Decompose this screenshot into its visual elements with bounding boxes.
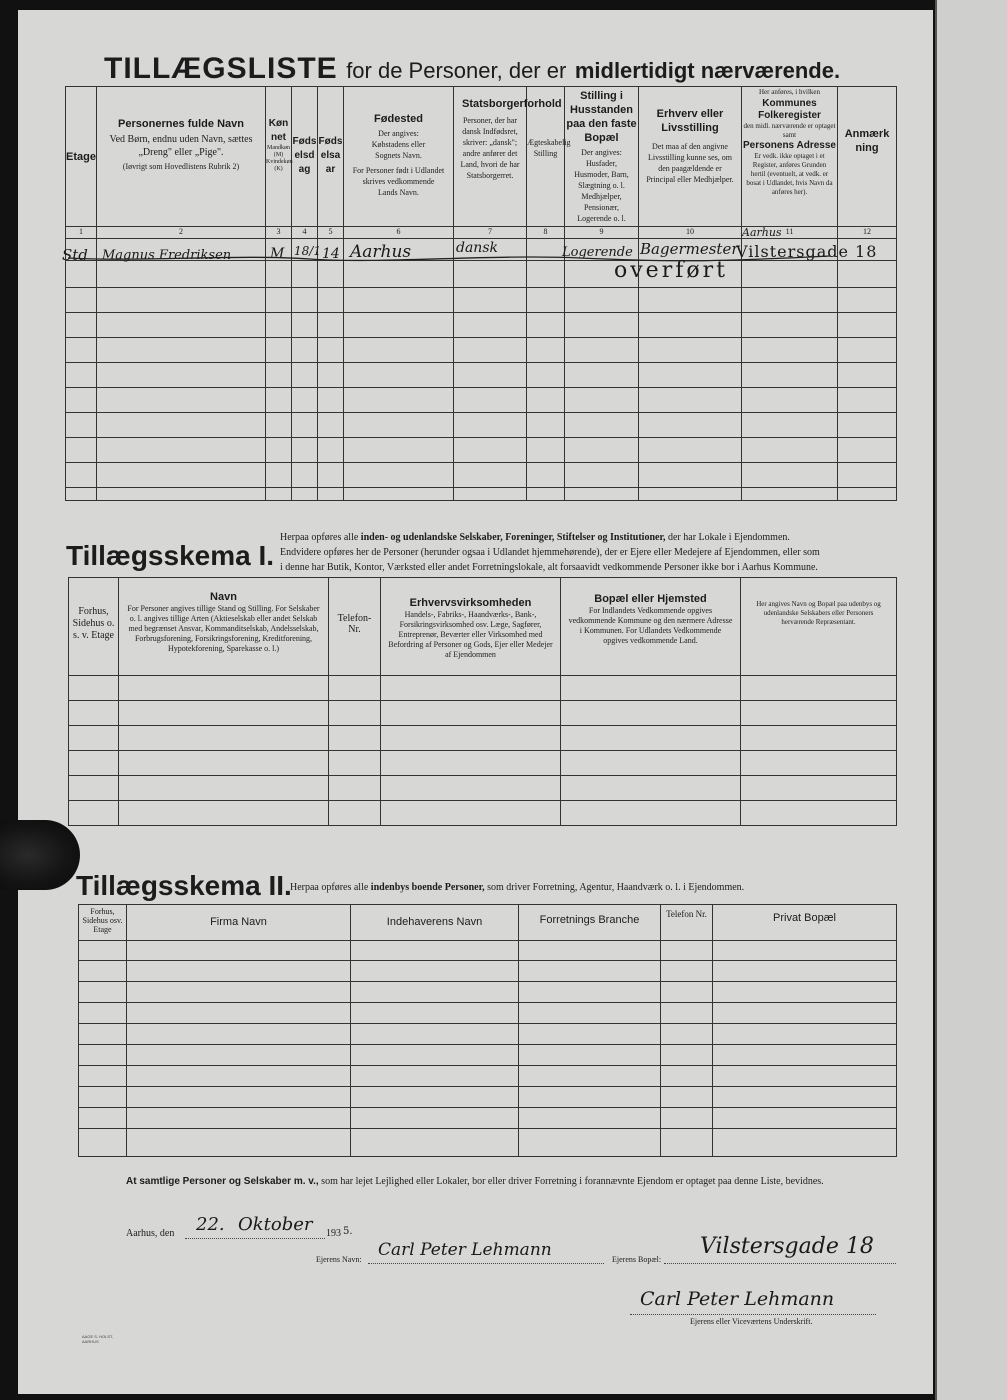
entry-occupation: Bagermester xyxy=(640,240,739,258)
col-num-2: 2 xyxy=(97,227,266,239)
col-num-11: 11 xyxy=(742,227,838,239)
skema1-row-rule xyxy=(68,750,896,751)
skema2-header-private-address: Privat Bopæl xyxy=(713,905,897,941)
signature-caption: Ejerens eller Viceværtens Underskrift. xyxy=(690,1317,813,1326)
attest-text: At samtlige Personer og Selskaber m. v., som har lejet Lejlighed eller Lokaler, bor eller driver Forretning i forannævnte Ejendom er optaget paa denne Liste, bevidnes. xyxy=(126,1176,824,1187)
row-rule xyxy=(65,337,896,338)
year-prefix: 193 xyxy=(326,1228,341,1239)
row-rule xyxy=(65,487,896,488)
entry-sex: M xyxy=(270,246,285,262)
entry-birthyear: 14 xyxy=(322,246,340,262)
skema1-description: Herpaa opføres alle inden- og udenlandske Selskaber, Foreninger, Stiftelser og Institutioner, der har Lokale i Ejendommen. Endvidere opføres her de Personer (herunder ogsaa i Udlandet hjemmehørende), der er Ejere eller Medejere af Ejendommen, eller som i denne har Butik, Kontor, Værksted eller andet Forretningslokale, alt forsaavidt vedkommende Personer ikke bor i Aarhus Kommune. xyxy=(280,532,820,573)
header-register: Her anføres, i hvilken Kommunes Folkeregister den midl. nærværende er optaget samt Personens Adresse Er vedk. ikke optaget i et Register, anføres Grunden hertil (eventuelt, at vedk. er bosat i Udlandet, hvis Navn da anføres her). xyxy=(742,87,838,227)
printer-mark: AAGE S. HOLST, AARHUS xyxy=(82,1334,114,1344)
skema1-row-rule xyxy=(68,775,896,776)
skema1-table xyxy=(68,577,897,826)
entry-citizenship: dansk xyxy=(456,240,498,256)
date-line xyxy=(185,1238,325,1239)
skema2-body-col xyxy=(127,941,351,1157)
skema2-body-col xyxy=(519,941,661,1157)
header-remark: Anmærkning xyxy=(838,87,897,227)
col-num-9: 9 xyxy=(565,227,639,239)
skema1-row-rule xyxy=(68,725,896,726)
owner-name-line xyxy=(368,1263,604,1264)
header-birthplace: Fødested Der angives: Købstadens eller Sognets Navn. For Personer født i Udlandet skrives vedkommende Lands Navn. xyxy=(344,87,454,227)
skema2-title: Tillægsskema II. xyxy=(76,870,292,901)
header-sex: Kønnet Mandkøn (M) Kvindekøn (K) xyxy=(266,87,292,227)
skema1-header-etage: Forhus, Sidehus o. s. v. Etage xyxy=(69,578,119,676)
header-occupation: Erhverv eller Livsstilling Det maa af den angivne Livsstilling kunne ses, om den paagældende er Principal eller Medhjælper. xyxy=(639,87,742,227)
header-household: Stilling i Husstanden paa den faste Bopæl Der angives: Husfader, Husmoder, Barn, Slægtning o. l. Medhjælper, Pensionær, Logerende o. l. xyxy=(565,87,639,227)
header-citizenship: Statsborgerforhold Personer, der har dansk Indfødsret, skriver: „dansk"; andre anfører det Land, hvori de har Statsborgerret. xyxy=(454,87,527,227)
main-table xyxy=(65,86,897,501)
skema2-body-col xyxy=(713,941,897,1157)
entry-underline-stroke xyxy=(60,240,840,270)
entry-name: Magnus Fredriksen xyxy=(102,248,232,263)
owner-address: Vilstersgade 18 xyxy=(700,1234,874,1259)
skema2-header-branch: Forretnings Branche xyxy=(519,905,661,941)
row-rule xyxy=(65,437,896,438)
col-num-6: 6 xyxy=(344,227,454,239)
col-num-3: 3 xyxy=(266,227,292,239)
col-num-1: 1 xyxy=(66,227,97,239)
header-marital: Ægteskabelig Stilling xyxy=(527,87,565,227)
skema1-row-rule xyxy=(68,800,896,801)
adjacent-page xyxy=(935,0,1007,1400)
year-suffix: 5. xyxy=(343,1226,353,1237)
skema2-table xyxy=(78,904,897,1157)
skema2-header-phone: Telefon Nr. xyxy=(661,905,713,941)
col-num-12: 12 xyxy=(838,227,897,239)
row-rule xyxy=(65,387,896,388)
skema1-header-phone: Telefon-Nr. xyxy=(329,578,381,676)
owner-name-label: Ejerens Navn: xyxy=(316,1255,362,1264)
skema2-row-rule xyxy=(78,1128,896,1129)
skema1-header-residence: Bopæl eller Hjemsted For Indlandets Vedkommende opgives vedkommende Kommune og den nærmere Adresse i Kommunen. For Udlandets Vedkommende opgives vedkommende Land. xyxy=(561,578,741,676)
col-num-7: 7 xyxy=(454,227,527,239)
skema2-row-rule xyxy=(78,1044,896,1045)
col-num-10: 10 xyxy=(639,227,742,239)
skema1-header-business: Erhvervsvirksomheden Handels-, Fabriks-, Haandværks-, Bank-, Forsikringsvirksomhed osv. Læge, Sagfører, Entreprenør, Beværter eller Virksomhed med Befordring af Personer og Gods, Ejer eller Medejer af Ejendommen xyxy=(381,578,561,676)
skema2-header-owner: Indehaverens Navn xyxy=(351,905,519,941)
title-part3: midlertidigt nærværende. xyxy=(574,58,841,83)
row-rule xyxy=(65,462,896,463)
title-part2: for de Personer, der er xyxy=(346,58,567,83)
page-title xyxy=(104,52,840,86)
date-month: Oktober xyxy=(238,1214,313,1235)
skema2-header-etage: Forhus, Sidehus osv. Etage xyxy=(79,905,127,941)
skema1-title: Tillægsskema I. xyxy=(66,540,275,571)
skema2-body-col xyxy=(351,941,519,1157)
col-num-5: 5 xyxy=(318,227,344,239)
entry-birthday: 18/1 xyxy=(294,244,321,258)
col-num-4: 4 xyxy=(292,227,318,239)
skema2-body-col xyxy=(79,941,127,1157)
header-etage: Etage xyxy=(66,87,97,227)
skema2-row-rule xyxy=(78,1086,896,1087)
entry-etage: Std xyxy=(62,246,88,264)
skema2-description: Herpaa opføres alle indenbys boende Personer, som driver Forretning, Agentur, Haandværk o. l. i Ejendommen. xyxy=(290,882,745,893)
entry-occupation-note: overført xyxy=(614,258,728,283)
skema2-row-rule xyxy=(78,1107,896,1108)
entry-birthplace: Aarhus xyxy=(350,242,412,262)
skema2-row-rule xyxy=(78,1023,896,1024)
skema2-row-rule xyxy=(78,960,896,961)
skema2-row-rule xyxy=(78,1065,896,1066)
skema2-row-rule xyxy=(78,981,896,982)
col-num-8: 8 xyxy=(527,227,565,239)
owner-name: Carl Peter Lehmann xyxy=(378,1240,552,1260)
skema1-header-representative: Her angives Navn og Bopæl paa udenbys og udenlandske Selskabers eller Personers herværende Repræsentant. xyxy=(741,578,897,676)
skema1-header-name: Navn For Personer angives tillige Stand og Stilling. For Selskaber o. l. angives tillige Arten (Aktieselskab eller andet Selskab med begrænset Ansvar, Kommanditselskab, Andelsselskab, Forbrugsforening, Forsikringsforening, Kreditforening, Hypotekforening, Sparekasse o. l.) xyxy=(119,578,329,676)
row-rule xyxy=(65,412,896,413)
skema2-header-firm: Firma Navn xyxy=(127,905,351,941)
skema2-row-rule xyxy=(78,1002,896,1003)
entry-household: Logerende xyxy=(562,245,633,260)
thumb-shadow xyxy=(0,820,80,890)
header-birthyear: Fødselsaar xyxy=(318,87,344,227)
row-rule xyxy=(65,362,896,363)
row-rule xyxy=(65,312,896,313)
title-part1: TILLÆGSLISTE xyxy=(104,52,338,85)
date-day: 22. xyxy=(196,1214,225,1235)
entry-register: Aarhus xyxy=(742,226,782,239)
row-rule xyxy=(65,287,896,288)
entry-address: Vilstersgade 18 xyxy=(736,242,878,261)
owner-address-line xyxy=(664,1263,896,1264)
skema2-body-col xyxy=(661,941,713,1157)
attest-place: Aarhus, den xyxy=(126,1228,175,1239)
header-name: Personernes fulde Navn Ved Børn, endnu uden Navn, sættes „Dreng" eller „Pige". (Iøvrigt som Hovedlistens Rubrik 2) xyxy=(97,87,266,227)
owner-address-label: Ejerens Bopæl: xyxy=(612,1255,662,1264)
header-birthday: Fødselsdag xyxy=(292,87,318,227)
signature: Carl Peter Lehmann xyxy=(640,1288,835,1310)
skema1-row-rule xyxy=(68,700,896,701)
